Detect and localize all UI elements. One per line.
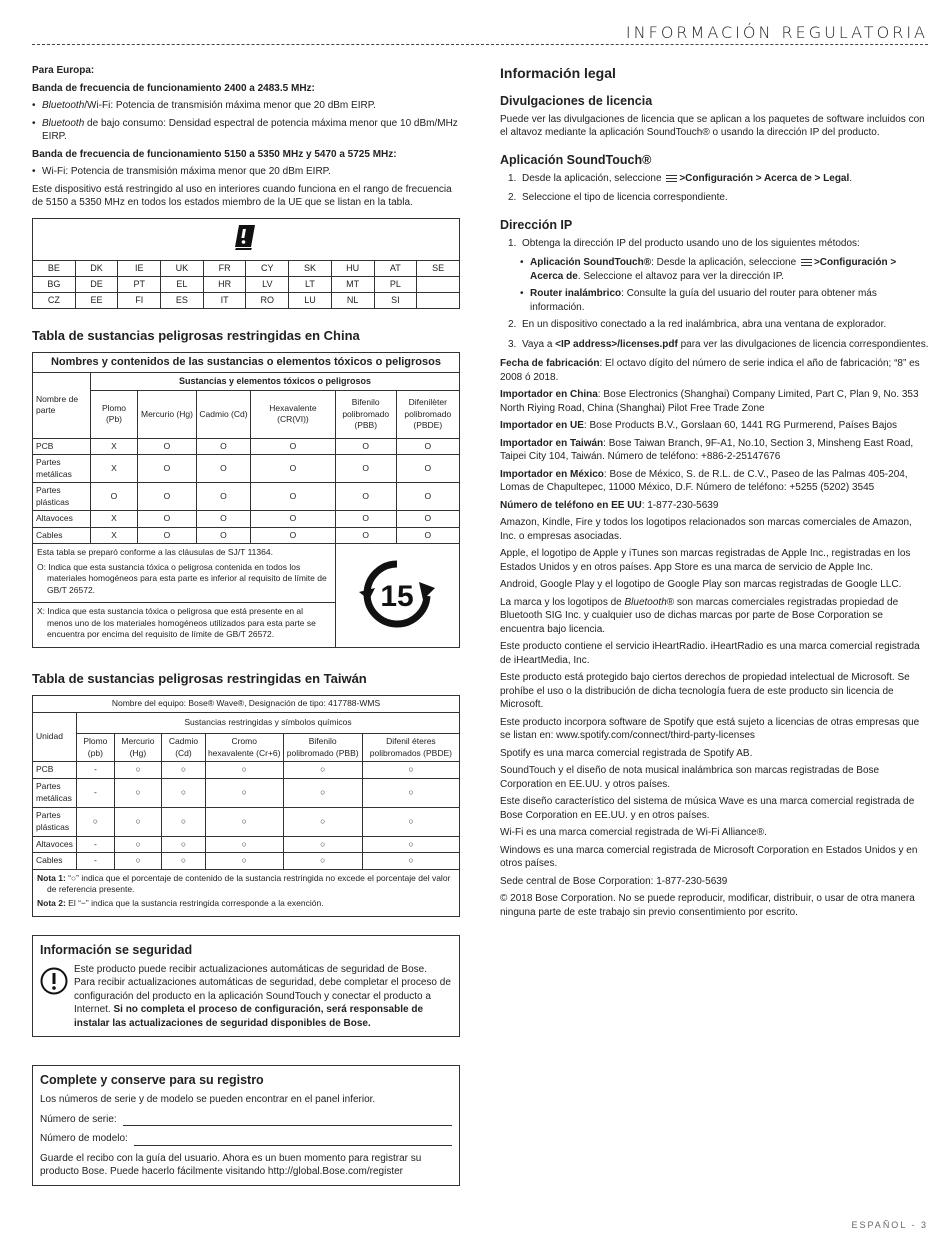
taiwan-col-header: Difenil éteres polibromados (PBDE) bbox=[362, 734, 459, 762]
eu-country-cell: PL bbox=[374, 276, 417, 292]
band2-bullet-1: • Wi-Fi: Potencia de transmisión máxima menor que 20 dBm EIRP. bbox=[32, 165, 460, 179]
taiwan-table-subtitle: Sustancias restringidas y símbolos químicos bbox=[77, 713, 460, 734]
china-row-label: Altavoces bbox=[33, 511, 91, 527]
eu-country-cell: HU bbox=[331, 260, 374, 276]
taiwan-rohs-table bbox=[32, 695, 460, 917]
china-cell: O bbox=[91, 483, 138, 511]
registration-title: Complete y conserve para su registro bbox=[40, 1073, 264, 1088]
taiwan-cell: ○ bbox=[114, 807, 161, 836]
taiwan-cell: ○ bbox=[162, 853, 206, 869]
taiwan-cell: ○ bbox=[283, 778, 362, 807]
wave-trademark: Este diseño característico del sistema de música Wave es una marca comercial registrada de Bose Corporation en EE.UU. y en otros países. bbox=[500, 796, 915, 821]
eu-country-cell: PT bbox=[118, 276, 161, 292]
china-cell: X bbox=[91, 438, 138, 454]
band2-heading: Banda de frecuencia de funcionamiento 5150 a 5350 MHz y 5470 a 5725 MHz: bbox=[32, 148, 397, 160]
eu-country-cell: BE bbox=[33, 260, 76, 276]
license-title: Divulgaciones de licencia bbox=[500, 93, 653, 108]
android-trademark: Android, Google Play y el logotipo de Google Play son marcas registradas de Google LLC. bbox=[500, 579, 902, 591]
taiwan-row-label: Partes plásticas bbox=[33, 807, 77, 836]
taiwan-equipment: Nombre del equipo: Bose® Wave®, Designación de tipo: 417788-WMS bbox=[33, 696, 460, 713]
china-notes bbox=[33, 544, 336, 603]
taiwan-cell: ○ bbox=[362, 836, 459, 852]
left-column bbox=[32, 64, 460, 1186]
taiwan-cell: ○ bbox=[362, 778, 459, 807]
apple-trademark: Apple, el logotipo de Apple y iTunes son marcas registradas de Apple Inc., registradas en los Estados Unidos y en otros países. App Store es una marca de servicio de Apple Inc. bbox=[500, 548, 911, 573]
soundtouch-trademark: SoundTouch y el diseño de nota musical inalámbrica son marcas registradas de Bose Corporation en EE.UU. y otros países. bbox=[500, 765, 880, 790]
us-phone: Número de teléfono en EE UU: 1-877-230-5639 bbox=[500, 499, 719, 511]
eu-importer: Importador en UE: Bose Products B.V., Gorslaan 60, 1441 RG Purmerend, Países Bajos bbox=[500, 420, 898, 432]
taiwan-cell: ○ bbox=[205, 762, 283, 778]
china-cell: O bbox=[251, 455, 336, 483]
china-cell: O bbox=[396, 438, 459, 454]
taiwan-cell: ○ bbox=[77, 807, 115, 836]
windows-trademark: Windows es una marca comercial registrada de Microsoft Corporation en Estados Unidos y en otros países. bbox=[500, 844, 918, 870]
china-cell: O bbox=[196, 455, 250, 483]
eu-country-cell: UK bbox=[161, 260, 204, 276]
taiwan-cell: ○ bbox=[162, 778, 206, 807]
app-step-2: 2. Seleccione el tipo de licencia correspondiente. bbox=[508, 192, 728, 204]
ip-steps bbox=[500, 237, 930, 352]
china-table-title: Nombres y contenidos de las sustancias o elementos tóxicos o peligrosos bbox=[33, 353, 460, 373]
china-col-header: Plomo (Pb) bbox=[91, 390, 138, 438]
taiwan-col-header: Mercurio (Hg) bbox=[114, 734, 161, 762]
registration-intro: Los números de serie y de modelo se pueden encontrar en el panel inferior. bbox=[40, 1094, 376, 1106]
china-col-header: Mercurio (Hg) bbox=[137, 390, 196, 438]
china-cell: O bbox=[251, 527, 336, 543]
china-cell: O bbox=[251, 483, 336, 511]
china-cell: O bbox=[335, 483, 396, 511]
iheart-trademark: Este producto contiene el servicio iHeartRadio. iHeartRadio es una marca comercial registrada de iHeartMedia, Inc. bbox=[500, 641, 920, 666]
taiwan-cell: ○ bbox=[283, 853, 362, 869]
eu-country-cell: EL bbox=[161, 276, 204, 292]
china-cell: O bbox=[137, 527, 196, 543]
taiwan-cell: ○ bbox=[205, 853, 283, 869]
taiwan-cell: - bbox=[77, 762, 115, 778]
china-col-part: Nombre de parte bbox=[33, 372, 91, 438]
taiwan-section-title: Tabla de sustancias peligrosas restringidas en Taiwán bbox=[32, 670, 367, 686]
china-table-subtitle: Sustancias y elementos tóxicos o peligrosos bbox=[91, 372, 460, 390]
eu-table-header bbox=[33, 218, 460, 260]
taiwan-importer: Importador en Taiwán: Bose Taiwan Branch, 9F-A1, No.10, Section 3, Minsheng East Road, Taipei City 104, Taiwán. Número de teléfono: +886-2-25147676 bbox=[500, 437, 914, 463]
taiwan-cell: - bbox=[77, 853, 115, 869]
band1-heading: Banda de frecuencia de funcionamiento 2400 a 2483.5 MHz: bbox=[32, 82, 315, 94]
page-footer: ESPAÑOL - 3 bbox=[851, 1219, 928, 1230]
eu-country-cell: RO bbox=[246, 292, 289, 308]
book-icon bbox=[233, 223, 259, 251]
table-row bbox=[33, 853, 460, 869]
eu-country-cell: BG bbox=[33, 276, 76, 292]
taiwan-cell: ○ bbox=[114, 762, 161, 778]
china-row-label: PCB bbox=[33, 438, 91, 454]
china-cell: X bbox=[91, 455, 138, 483]
china-cell: O bbox=[335, 438, 396, 454]
eu-country-cell: NL bbox=[331, 292, 374, 308]
eu-country-cell: IE bbox=[118, 260, 161, 276]
china-col-header: Bifenilo polibromado (PBB) bbox=[335, 390, 396, 438]
eu-country-row bbox=[33, 260, 460, 276]
table-row bbox=[33, 778, 460, 807]
serial-number-label: Número de serie: bbox=[40, 1113, 117, 1125]
china-cell: O bbox=[396, 483, 459, 511]
amazon-trademark: Amazon, Kindle, Fire y todos los logotipos relacionados son marcas comerciales de Amazon, Inc. o empresas asociadas. bbox=[500, 517, 912, 542]
app-title: Aplicación SoundTouch® bbox=[500, 152, 652, 167]
table-row bbox=[33, 455, 460, 483]
eu-country-cell: AT bbox=[374, 260, 417, 276]
taiwan-col-header: Plomo (pb) bbox=[77, 734, 115, 762]
china-note-x-cell bbox=[33, 603, 336, 647]
model-number-line[interactable] bbox=[134, 1136, 452, 1146]
taiwan-col-unit: Unidad bbox=[33, 713, 77, 762]
taiwan-cell: - bbox=[77, 778, 115, 807]
taiwan-row-label: Cables bbox=[33, 853, 77, 869]
china-note-1: Esta tabla se preparó conforme a las cláusulas de SJ/T 11364. bbox=[37, 547, 273, 558]
eu-country-cell: CY bbox=[246, 260, 289, 276]
eu-country-cell: FI bbox=[118, 292, 161, 308]
ip-step-2: 2. En un dispositivo conectado a la red inalámbrica, abra una ventana de explorador. bbox=[508, 319, 887, 331]
spotify-trademark: Spotify es una marca comercial registrada de Spotify AB. bbox=[500, 747, 753, 759]
eu-country-cell: SK bbox=[289, 260, 332, 276]
band1-bullet-2: • Bluetooth de bajo consumo: Densidad espectral de potencia máxima menor que 10 dBm/MHz EIRP. bbox=[32, 117, 460, 144]
eu-country-cell: LV bbox=[246, 276, 289, 292]
taiwan-cell: ○ bbox=[283, 762, 362, 778]
taiwan-cell: ○ bbox=[162, 836, 206, 852]
right-column bbox=[500, 64, 930, 923]
china-cell: O bbox=[335, 511, 396, 527]
eu-country-cell: MT bbox=[331, 276, 374, 292]
china-row-label: Partes plásticas bbox=[33, 483, 91, 511]
taiwan-cell: ○ bbox=[205, 807, 283, 836]
china-rohs-table bbox=[32, 352, 460, 648]
eu-country-cell bbox=[417, 276, 460, 292]
eu-countries-table bbox=[32, 218, 460, 309]
menu-icon bbox=[801, 259, 812, 266]
ip-title: Dirección IP bbox=[500, 217, 573, 232]
manufacture-date: Fecha de fabricación: El octavo dígito del número de serie indica el año de fabricación; “8” es 2008 ó 2018. bbox=[500, 358, 920, 383]
taiwan-cell: ○ bbox=[283, 836, 362, 852]
eu-country-cell: CZ bbox=[33, 292, 76, 308]
taiwan-row-label: Altavoces bbox=[33, 836, 77, 852]
eu-country-cell: EE bbox=[75, 292, 118, 308]
taiwan-row-label: Partes metálicas bbox=[33, 778, 77, 807]
serial-number-field[interactable] bbox=[40, 1113, 452, 1127]
china-cell: O bbox=[196, 438, 250, 454]
taiwan-cell: ○ bbox=[283, 807, 362, 836]
china-cell: O bbox=[196, 483, 250, 511]
epup-cell bbox=[335, 544, 459, 647]
copyright: © 2018 Bose Corporation. No se puede reproducir, modificar, distribuir, o usar de otra manera ninguna parte de este trabajo sin previo consentimiento por escrito. bbox=[500, 893, 915, 918]
eu-country-row bbox=[33, 276, 460, 292]
eu-country-row bbox=[33, 292, 460, 308]
eu-country-cell: LU bbox=[289, 292, 332, 308]
taiwan-col-header: Bifenilo polibromado (PBB) bbox=[283, 734, 362, 762]
taiwan-cell: ○ bbox=[114, 778, 161, 807]
eu-country-cell: DE bbox=[75, 276, 118, 292]
taiwan-cell: ○ bbox=[162, 807, 206, 836]
epup-number: 15 bbox=[380, 579, 415, 613]
china-cell: O bbox=[137, 438, 196, 454]
model-number-field[interactable] bbox=[40, 1132, 452, 1146]
taiwan-cell: ○ bbox=[114, 836, 161, 852]
taiwan-row-label: PCB bbox=[33, 762, 77, 778]
bose-hq: Sede central de Bose Corporation: 1-877-230-5639 bbox=[500, 875, 728, 887]
serial-number-line[interactable] bbox=[123, 1116, 452, 1126]
epup-15-icon bbox=[357, 558, 437, 630]
china-cell: O bbox=[251, 438, 336, 454]
taiwan-cell: - bbox=[77, 836, 115, 852]
ip-step-1: 1. Obtenga la dirección IP del producto usando uno de los siguientes métodos: bbox=[508, 237, 860, 249]
eu-country-cell: SI bbox=[374, 292, 417, 308]
ip-sub-1: • Aplicación SoundTouch®: Desde la aplicación, seleccione >Configuración > Acerca de. Seleccione el altavoz para ver la dirección IP. bbox=[500, 256, 930, 283]
china-cell: X bbox=[91, 527, 138, 543]
model-number-label: Número de modelo: bbox=[40, 1133, 128, 1145]
taiwan-cell: ○ bbox=[362, 762, 459, 778]
table-row bbox=[33, 527, 460, 543]
eu-country-cell: LT bbox=[289, 276, 332, 292]
band1-bullet-1: • Bluetooth/Wi-Fi: Potencia de transmisión máxima menor que 20 dBm EIRP. bbox=[32, 99, 460, 113]
table-row bbox=[33, 807, 460, 836]
mexico-importer: Importador en México: Bose de México, S. de R.L. de C.V., Paseo de las Palmas 405-204, Lomas de Chapultepec, 11000 México, D.F. Número de teléfono: +5255 (5202) 3545 bbox=[500, 468, 908, 494]
eu-country-cell: ES bbox=[161, 292, 204, 308]
table-row bbox=[33, 511, 460, 527]
taiwan-note-1: Nota 1: “○” indica que el porcentaje de contenido de la sustancia restringida no excede el porcentaje del valor de referencia presente. bbox=[37, 872, 451, 894]
table-row bbox=[33, 483, 460, 511]
europe-restriction-text: Este dispositivo está restringido al uso en interiores cuando funciona en el rango de frecuencia de 5150 a 5350 MHz en todos los estados miembro de la UE que se listan en la tabla. bbox=[32, 183, 452, 208]
china-row-label: Cables bbox=[33, 527, 91, 543]
taiwan-cell: ○ bbox=[205, 778, 283, 807]
bluetooth-trademark: La marca y los logotipos de Bluetooth® son marcas comerciales registradas propiedad de Bluetooth SIG Inc. y cualquier uso de dichas marcas por parte de Bose Corporation se encuentra bajo licencia. bbox=[500, 596, 899, 635]
china-cell: O bbox=[251, 511, 336, 527]
page-header-title: INFORMACIÓN REGULATORIA bbox=[625, 23, 928, 42]
china-cell: O bbox=[335, 455, 396, 483]
taiwan-cell: ○ bbox=[162, 762, 206, 778]
app-step-1: 1. Desde la aplicación, seleccione >Configuración > Acerca de > Legal. bbox=[508, 172, 853, 184]
china-importer: Importador en China: Bose Electronics (Shanghai) Company Limited, Part C, Plan 9, No. 353 North Riying Road, China (Shanghai) Pilot Free Trade Zone bbox=[500, 389, 919, 414]
china-col-header: Hexavalente (CR(VI)) bbox=[251, 390, 336, 438]
table-row bbox=[33, 762, 460, 778]
china-row-label: Partes metálicas bbox=[33, 455, 91, 483]
registration-box bbox=[32, 1065, 460, 1185]
spotify-license: Este producto incorpora software de Spotify que está sujeto a licencias de otras empresas que se listan en: www.spotify.com/connect/third-party-licenses bbox=[500, 716, 920, 742]
wifi-trademark: Wi-Fi es una marca comercial registrada de Wi-Fi Alliance®. bbox=[500, 827, 767, 839]
china-cell: O bbox=[196, 511, 250, 527]
eu-country-cell bbox=[417, 292, 460, 308]
taiwan-cell: ○ bbox=[362, 853, 459, 869]
china-col-header: Cadmio (Cd) bbox=[196, 390, 250, 438]
eu-country-cell: SE bbox=[417, 260, 460, 276]
exclamation-icon bbox=[40, 967, 74, 997]
taiwan-notes bbox=[33, 869, 460, 916]
menu-icon bbox=[666, 175, 677, 182]
europe-heading: Para Europa: bbox=[32, 65, 95, 76]
ip-sub-2: • Router inalámbrico: Consulte la guía del usuario del router para obtener más información. bbox=[500, 287, 930, 314]
eu-country-cell: IT bbox=[203, 292, 246, 308]
security-text-2: Para recibir actualizaciones automáticas de seguridad, debe completar el proceso de configuración del producto en la aplicación SoundTouch y conectar el producto a Internet. Si no completa el proceso de configuración, será responsable de instalar las actualizaciones de seguridad disponibles de Bose. bbox=[74, 977, 451, 1029]
eu-country-cell: HR bbox=[203, 276, 246, 292]
app-steps bbox=[500, 172, 930, 205]
taiwan-cell: ○ bbox=[362, 807, 459, 836]
eu-country-cell: FR bbox=[203, 260, 246, 276]
registration-outro: Guarde el recibo con la guía del usuario. Ahora es un buen momento para registrar su producto Bose. Puede hacerlo fácilmente visitando http://global.Bose.com/register bbox=[40, 1152, 422, 1178]
china-cell: X bbox=[91, 511, 138, 527]
china-cell: O bbox=[396, 511, 459, 527]
taiwan-col-header: Cromo hexavalente (Cr+6) bbox=[205, 734, 283, 762]
china-note-x: X: Indica que esta sustancia tóxica o peligrosa que está presente en al menos uno de los materiales homogéneos utilizados para esta parte se encuentra por encima del requisito de límite de GB/T 26572. bbox=[37, 606, 316, 640]
china-cell: O bbox=[396, 527, 459, 543]
security-title: Información se seguridad bbox=[40, 942, 193, 957]
taiwan-note-2: Nota 2: El “−” indica que la sustancia restringida corresponde a la exención. bbox=[37, 898, 324, 909]
china-cell: O bbox=[335, 527, 396, 543]
china-cell: O bbox=[396, 455, 459, 483]
header-divider bbox=[32, 44, 928, 45]
table-row bbox=[33, 438, 460, 454]
china-cell: O bbox=[137, 511, 196, 527]
security-text-1: Este producto puede recibir actualizaciones automáticas de seguridad de Bose. bbox=[74, 963, 427, 975]
taiwan-cell: ○ bbox=[205, 836, 283, 852]
china-col-header: Difenilèter polibromado (PBDE) bbox=[396, 390, 459, 438]
china-section-title: Tabla de sustancias peligrosas restringidas en China bbox=[32, 327, 360, 343]
microsoft-ip: Este producto está protegido bajo ciertos derechos de propiedad intelectual de Microsoft. Se prohíbe el uso o la distribución de dicha tecnología fuera de este producto sin licencia de Microsoft. bbox=[500, 672, 910, 711]
china-note-o: O: Indica que esta sustancia tóxica o peligrosa contenida en todos los materiales homogéneos para esta parte es inferior al requisito de límite de GB/T 26572. bbox=[37, 561, 327, 595]
ip-step-3: 3. Vaya a <IP address>/licenses.pdf para ver las divulgaciones de licencia correspondientes. bbox=[508, 338, 929, 350]
legal-title: Información legal bbox=[500, 65, 616, 81]
china-cell: O bbox=[137, 483, 196, 511]
license-text: Puede ver las divulgaciones de licencia que se aplican a los paquetes de software incluidos con el altavoz mediante la aplicación SoundTouch® o usando la dirección IP del producto. bbox=[500, 113, 925, 139]
eu-country-cell: DK bbox=[75, 260, 118, 276]
taiwan-col-header: Cadmio (Cd) bbox=[162, 734, 206, 762]
china-cell: O bbox=[196, 527, 250, 543]
taiwan-cell: ○ bbox=[114, 853, 161, 869]
table-row bbox=[33, 836, 460, 852]
security-info-box bbox=[32, 935, 460, 1037]
china-cell: O bbox=[137, 455, 196, 483]
